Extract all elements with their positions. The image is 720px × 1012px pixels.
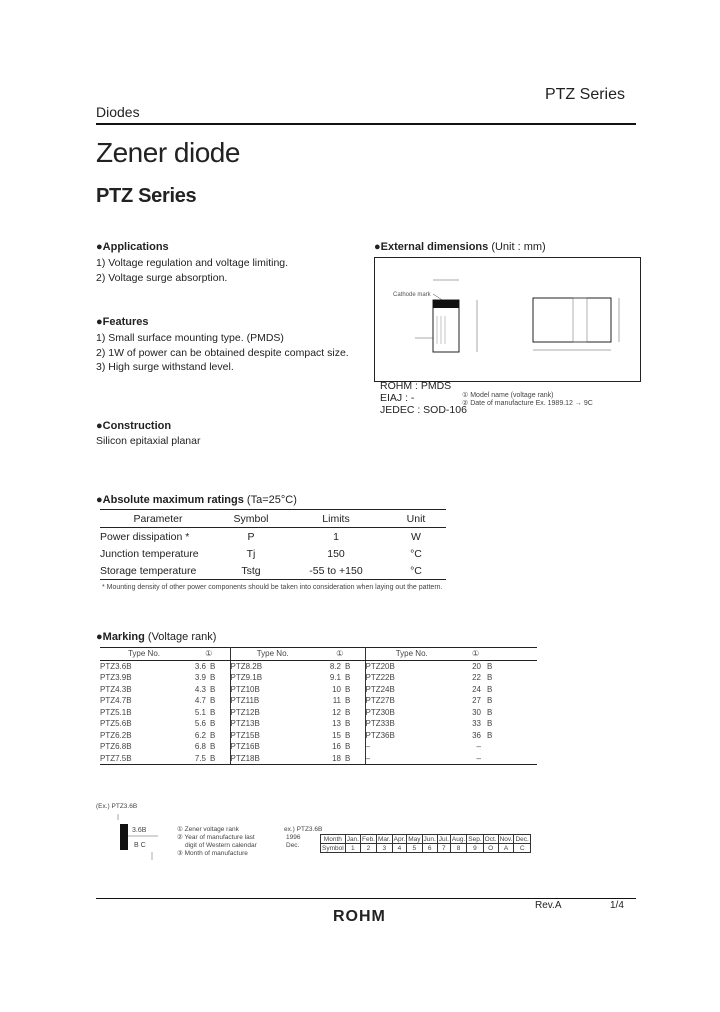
table-cell: Power dissipation * [100, 530, 190, 543]
table-row [100, 718, 537, 730]
table-cell: B [210, 730, 230, 742]
table-cell: B [487, 707, 493, 717]
table-cell: °C [410, 547, 422, 560]
table-cell: B [345, 695, 365, 707]
table-cell: PTZ20B [365, 661, 395, 671]
legend-item: ② Date of manufacture Ex. 1989.12 → 9C [462, 400, 593, 407]
table-row [100, 672, 537, 684]
table-cell: B [210, 753, 230, 765]
table-row [100, 707, 537, 719]
table-cell: PTZ15B [230, 730, 260, 740]
list-item: 2) 1W of power can be obtained despite compact size. [96, 346, 349, 359]
list-item: 1) Small surface mounting type. (PMDS) [96, 332, 284, 344]
table-cell: 2 [360, 844, 376, 853]
package-eiaj: EIAJ : - [380, 392, 415, 404]
dimension-svg [375, 258, 640, 381]
page-number: 1/4 [610, 900, 624, 911]
revision-label: Rev.A [535, 900, 562, 911]
table-cell: PTZ11B [230, 696, 260, 706]
table-cell: 3.9 [194, 673, 206, 683]
table-cell: 1 [345, 844, 360, 853]
table-cell: PTZ8.2B [230, 661, 263, 671]
column-header: ① [188, 648, 230, 661]
table-cell: -55 to +150 [286, 562, 386, 580]
bottom-rule [96, 898, 636, 899]
marking-example-label: (Ex.) PTZ3.6B [96, 803, 138, 810]
applications-list [96, 256, 288, 285]
cathode-band [433, 300, 459, 308]
symbol-row [321, 844, 531, 853]
top-rule [96, 123, 636, 125]
note-item: ② Year of manufacture last [177, 834, 255, 841]
legend-item: ① Model name (voltage rank) [462, 392, 554, 399]
list-item: 2) Voltage surge absorption. [96, 271, 228, 284]
external-dimensions-heading: ●External dimensions (Unit : mm) [374, 241, 546, 253]
table-cell: 6.2 [194, 730, 206, 740]
table-cell: Month [321, 835, 346, 844]
side-view-body [533, 298, 611, 342]
package-info [380, 380, 467, 416]
table-cell: – [365, 742, 370, 752]
table-cell: B [487, 696, 493, 706]
column-header: Type No. [230, 648, 315, 661]
side-view-lead [573, 298, 587, 342]
table-cell: 22 [472, 673, 481, 683]
table-cell: 3.6 [194, 661, 206, 671]
list-item: 1) Voltage regulation and voltage limiting. [96, 257, 289, 269]
table-cell: A [498, 844, 514, 853]
table-cell: Sep. [468, 835, 482, 843]
table-cell: PTZ7.5B [100, 753, 188, 765]
column-header: Symbol [216, 510, 286, 528]
table-cell: B [345, 684, 365, 696]
table-cell: 8 [450, 844, 466, 853]
table-cell: 16 [332, 742, 341, 752]
table-cell: B [487, 684, 493, 694]
table-row [100, 753, 537, 765]
table-row [100, 528, 446, 546]
table-cell: B [345, 741, 365, 753]
page-title: Zener diode [96, 137, 240, 168]
table-cell: 12 [332, 707, 341, 717]
table-cell: May [408, 835, 421, 843]
column-header: ① [458, 648, 537, 661]
table-cell: 5.6 [194, 719, 206, 729]
table-cell: Jul. [438, 835, 449, 843]
features-heading: ●Features [96, 316, 149, 328]
cathode-label: Cathode mark [393, 292, 431, 298]
table-cell: 15 [332, 730, 341, 740]
table-cell: PTZ3.9B [100, 673, 132, 683]
table-cell: Aug. [451, 835, 466, 843]
table-cell: 6 [422, 844, 437, 853]
dimension-legend [462, 392, 593, 408]
marking-example-year [284, 826, 322, 850]
table-cell: B [345, 730, 365, 742]
table-cell: B [210, 707, 230, 719]
table-cell: 36 [472, 730, 481, 740]
dimension-drawing [374, 257, 641, 382]
table-row [100, 562, 446, 580]
table-cell: Feb. [361, 835, 375, 843]
table-cell: B [345, 718, 365, 730]
table-cell: B [487, 661, 493, 671]
table-cell: Jun. [423, 835, 436, 843]
table-cell: 8.2 [329, 661, 341, 671]
table-cell: 33 [472, 719, 481, 729]
table-cell: PTZ18B [230, 753, 315, 765]
table-row [100, 730, 537, 742]
table-cell: W [411, 530, 421, 543]
table-cell [487, 741, 537, 753]
example-band [120, 824, 128, 850]
table-cell: 20 [472, 661, 481, 671]
page-subtitle: PTZ Series [96, 185, 197, 207]
list-item: 3) High surge withstand level. [96, 361, 234, 373]
table-cell: PTZ4.3B [100, 684, 132, 694]
month-symbol-table [320, 834, 531, 853]
column-header: Type No. [100, 648, 188, 661]
example-mark-bottom: B C [134, 842, 146, 849]
table-cell: 5 [407, 844, 422, 853]
column-header: ① [315, 648, 365, 661]
table-row [100, 741, 537, 753]
table-cell: C [514, 844, 530, 853]
table-row [100, 684, 537, 696]
marking-heading: ●Marking (Voltage rank) [96, 631, 217, 643]
table-cell: P [247, 530, 255, 543]
table-cell: O [483, 844, 498, 853]
table-cell: Nov. [499, 835, 513, 843]
table-cell: PTZ4.7B [100, 696, 132, 706]
table-cell: 5.1 [194, 707, 206, 717]
table-cell: 18 [315, 753, 345, 765]
table-cell: B [487, 730, 493, 740]
table-cell: B [345, 707, 365, 719]
table-cell: PTZ30B [365, 707, 395, 717]
table-cell: 7 [437, 844, 450, 853]
table-cell: B [210, 684, 230, 696]
table-cell: PTZ6.8B [100, 742, 132, 752]
table-cell: PTZ5.6B [100, 719, 132, 729]
package-rohm: ROHM : PMDS [380, 380, 452, 392]
note-item: digit of Western calendar [185, 842, 257, 849]
abs-max-heading: ●Absolute maximum ratings (Ta=25°C) [96, 494, 297, 506]
table-cell: B [345, 753, 365, 765]
header-series: PTZ Series [544, 86, 625, 103]
table-cell: 13 [332, 719, 341, 729]
table-cell: B [487, 719, 493, 729]
table-cell: Tj [246, 547, 256, 560]
table-cell: PTZ6.2B [100, 730, 132, 740]
construction-heading: ●Construction [96, 420, 172, 432]
table-cell: B [210, 660, 230, 672]
example-mark-top: 3.6B [132, 827, 147, 834]
table-cell: 1 [333, 530, 339, 543]
marking-example-notes [177, 826, 257, 858]
features-list [96, 331, 349, 375]
table-cell: – [365, 753, 458, 765]
example-year: 1996 [286, 834, 301, 841]
table-row [100, 660, 537, 672]
column-header: Limits [286, 510, 386, 528]
table-cell: °C [386, 562, 446, 580]
table-cell: 9.1 [329, 673, 341, 683]
table-cell: PTZ22B [365, 673, 395, 683]
applications-heading: ●Applications [96, 241, 169, 253]
note-item: ③ Month of manufacture [177, 850, 248, 857]
table-cell [487, 753, 537, 765]
table-cell: Dec. [515, 835, 529, 843]
table-cell: PTZ9.1B [230, 673, 263, 683]
marking-rows [100, 660, 537, 765]
table-cell: 4 [392, 844, 407, 853]
column-header: Parameter [100, 510, 216, 528]
column-header: Type No. [365, 648, 458, 661]
table-header-row [100, 648, 537, 661]
marking-example-drawing [108, 814, 172, 860]
table-cell: 7.5 [188, 753, 210, 765]
table-cell: 4.7 [194, 696, 206, 706]
table-cell: B [345, 672, 365, 684]
example-month: Dec. [286, 842, 300, 849]
table-cell: 27 [472, 696, 481, 706]
table-cell: – [458, 753, 487, 765]
note-item: ① Zener voltage rank [177, 826, 239, 833]
table-cell: 11 [332, 696, 341, 706]
table-cell: B [210, 741, 230, 753]
table-cell: 9 [467, 844, 483, 853]
rohm-logo: ROHM [333, 908, 386, 925]
table-cell: PTZ24B [365, 684, 395, 694]
table-row [100, 695, 537, 707]
table-cell: B [345, 660, 365, 672]
table-cell: PTZ12B [230, 707, 260, 717]
table-cell: PTZ10B [230, 684, 260, 694]
table-cell: 150 [327, 547, 345, 560]
table-row [100, 545, 446, 562]
table-cell: B [210, 672, 230, 684]
table-cell: Storage temperature [100, 562, 216, 580]
month-row [321, 835, 531, 844]
construction-text: Silicon epitaxial planar [96, 435, 201, 447]
table-cell: 24 [472, 684, 481, 694]
table-cell: PTZ13B [230, 719, 260, 729]
table-cell: PTZ36B [365, 730, 395, 740]
table-cell: PTZ33B [365, 719, 395, 729]
table-cell: B [210, 718, 230, 730]
table-cell: PTZ5.1B [100, 707, 132, 717]
table-header-row [100, 510, 446, 528]
table-cell: Junction temperature [100, 547, 199, 560]
table-cell: PTZ3.6B [100, 661, 132, 671]
abs-max-table [100, 509, 446, 580]
table-cell: 10 [332, 684, 341, 694]
table-cell: Apr. [393, 835, 406, 843]
table-cell: 30 [472, 707, 481, 717]
abs-max-note: * Mounting density of other power components should be taken into consideration when laying out the pattern. [102, 584, 443, 591]
table-cell: Jan. [346, 835, 359, 843]
table-cell: 4.3 [194, 684, 206, 694]
table-cell: Mar. [378, 835, 391, 843]
column-header: Unit [386, 510, 446, 528]
table-cell: Symbol [322, 844, 344, 852]
table-cell: PTZ16B [230, 742, 260, 752]
category-label: Diodes [96, 104, 140, 120]
marking-table [100, 647, 537, 765]
table-cell: 6.8 [194, 742, 206, 752]
package-jedec: JEDEC : SOD-106 [380, 404, 467, 416]
example-year-label: ex.) PTZ3.6B [284, 826, 323, 833]
table-cell: B [487, 673, 493, 683]
table-cell: PTZ27B [365, 696, 395, 706]
table-cell: Oct. [484, 835, 497, 843]
table-cell: Tstg [216, 562, 286, 580]
table-cell: – [476, 742, 481, 752]
table-cell: B [210, 695, 230, 707]
table-cell: 3 [377, 844, 393, 853]
